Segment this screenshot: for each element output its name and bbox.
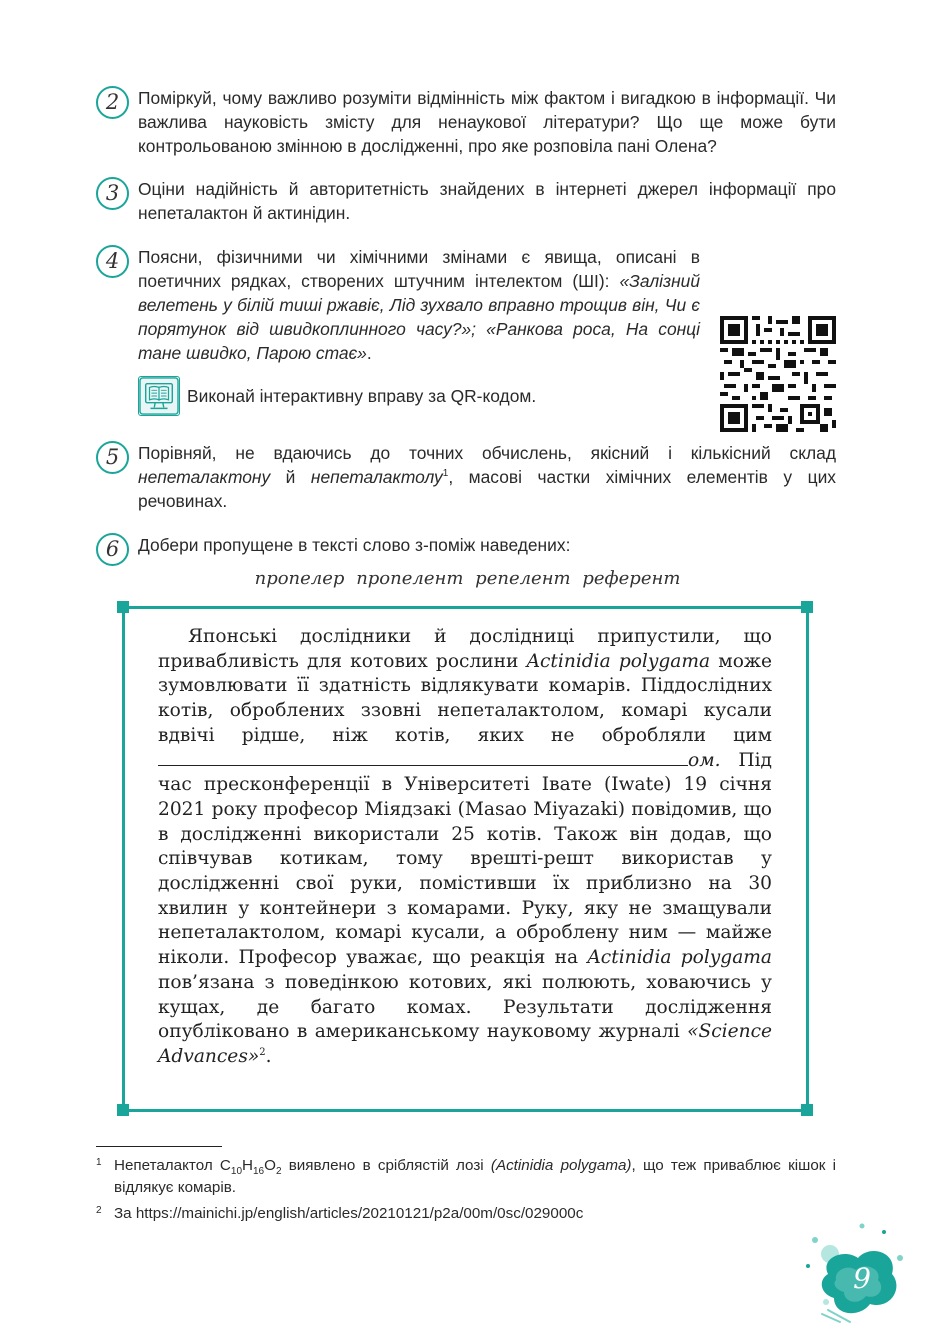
task-text-part: й [270, 467, 311, 487]
footnote-2 [96, 1203, 836, 1225]
task-number-badge: 3 [96, 177, 129, 210]
footnote-1 [96, 1155, 836, 1199]
task-number-badge: 5 [96, 441, 129, 474]
qr-code[interactable] [720, 316, 836, 432]
frame-corner [117, 1104, 129, 1116]
frame-corner [801, 1104, 813, 1116]
task-text-end: . [366, 343, 372, 363]
footnote-part: Непеталактол C [114, 1157, 231, 1174]
frame-left [122, 607, 125, 1111]
task-text: Оціни надійність й авторитетність знайдених в інтернеті джерел інформації про непеталактон й актинідин. [138, 179, 836, 223]
subscript: 2 [275, 1166, 282, 1178]
article-text-part: Японські дослідники й дослідниці припустили, що привабливість для котових рослини [158, 626, 772, 672]
task-number-badge: 4 [96, 245, 129, 278]
footnote-divider [96, 1146, 222, 1147]
word-option[interactable]: репелент [475, 568, 571, 589]
task-text-part: , масові частки хімічних елементів у цих речовинах. [138, 467, 836, 511]
task-text-plain: Поясни, фізичними чи хімічними змінами є явища, описані в поетичних рядках, створених штучним інтелектом (ШІ): [138, 247, 700, 291]
poem-quote: «Залізний велетень у білій тиші ржавіє, Лід зухвало вправно трощив він, Чи є порятунок від швидкоплинного часу?»; «Ранкова роса, На сонці тане швидко, Парою стає» [138, 271, 700, 363]
species-name: (Actinidia polygama) [490, 1157, 632, 1174]
task-text-part: Порівняй, не вдаючись до точних обчислень, якісний і кількісний склад [138, 443, 836, 463]
article-text-part: . [265, 1045, 272, 1067]
footnote-part: виявлено в сріблястій лозі [281, 1157, 491, 1174]
task-2 [96, 86, 836, 158]
footnote-link[interactable]: За https://mainichi.jp/english/articles/20210121/p2a/00m/0sc/029000c [114, 1205, 584, 1222]
task-number-badge: 6 [96, 533, 129, 566]
footnote-part: , що теж приваблює кішок і відлякує комарів. [114, 1157, 837, 1196]
footnote-part: O [264, 1157, 276, 1174]
page-number: 9 [853, 1262, 871, 1295]
interactive-exercise [138, 376, 536, 416]
subscript: 10 [230, 1166, 243, 1178]
article-text-part: Під час пресконференції в Університеті Івате (Iwate) 19 січня 2021 року професор Міядзакі (Masao Miyazaki) повідомив, що в дослідженні використали 25 котів. Також він додав, що співчував котикам, тому врешті-решт використав у дослідженні свої руки, помістивши їх приблизно на 30 хвилин у контейнери з комарами. Руку, яку не змащували непеталактолом, комарі кусали, а оброблену ним — майже ніколи. Професор уважає, що реакція на [158, 749, 772, 969]
footnote-ref[interactable]: 1 [442, 468, 449, 480]
task-3 [96, 177, 836, 225]
frame-top [123, 606, 811, 609]
frame-corner [801, 601, 813, 613]
article-text [158, 625, 772, 1070]
footnote-number: 2 [96, 1205, 102, 1216]
task-text: Поміркуй, чому важливо розуміти відмінність між фактом і вигадкою в інформації. Чи важлива науковість змісту для ненаукової літератури? Що ще може бути контрольованою змінною в дослідженні, про яке розповіла пані Олена? [138, 88, 836, 156]
task-6 [96, 533, 836, 561]
subscript: 16 [252, 1166, 265, 1178]
article-paragraph [158, 625, 772, 1070]
journal-name: «Science Advances» [158, 1021, 772, 1067]
page-number-badge [800, 1218, 910, 1328]
word-option[interactable]: референт [582, 568, 681, 589]
word-option[interactable]: пропелер [254, 568, 345, 589]
word-options [0, 568, 935, 589]
frame-corner [117, 601, 129, 613]
footnote-ref[interactable]: 2 [259, 1046, 266, 1058]
footnote-number: 1 [96, 1157, 102, 1168]
frame-right [806, 607, 809, 1111]
species-name: Actinidia polygama [526, 650, 711, 672]
task-text [138, 441, 836, 513]
article-text-part: пов’язана з поведінкою котових, які полюють, ховаючись у кущах, де багато комах. Результати дослідження опубліковано в американському науковому журналі [158, 971, 772, 1043]
blank-suffix: ом. [688, 749, 721, 771]
footnote-part: H [242, 1157, 253, 1174]
task-number-badge: 2 [96, 86, 129, 119]
footnote-text [114, 1155, 836, 1199]
word-option[interactable]: пропелент [356, 568, 464, 589]
article-text-part: може зумовлювати її здатність відлякувати комарів. Піддослідних котів, оброблених ззовні непеталактолом, комарі кусали вдвічі рідше, ніж котів, яких не обробляли цим [158, 650, 772, 746]
exercise-text: Виконай інтерактивну вправу за QR-кодом. [187, 385, 537, 406]
species-name: Actinidia polygama [587, 947, 772, 969]
task-text: Добери пропущене в тексті слово з-поміж наведених: [138, 535, 571, 555]
interactive-book-icon [138, 376, 180, 416]
term-italic: непеталактолу [310, 467, 443, 487]
frame-bottom [123, 1109, 811, 1112]
task-5 [96, 441, 836, 513]
term-italic: непеталактону [138, 467, 271, 487]
fill-in-blank[interactable] [158, 749, 688, 766]
